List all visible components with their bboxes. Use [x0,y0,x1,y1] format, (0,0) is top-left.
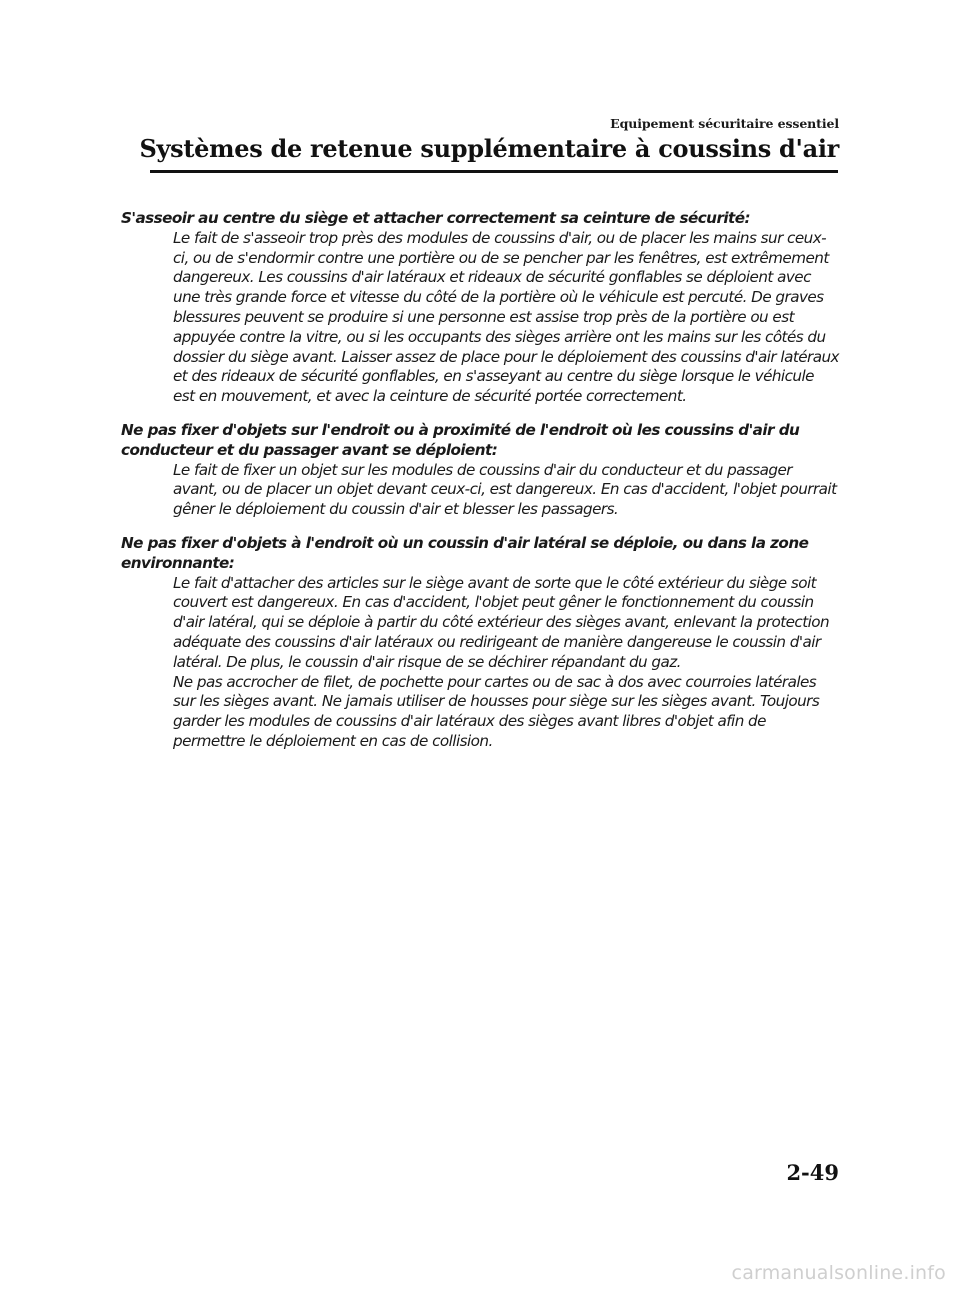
warning-block-front-airbags [121,421,839,520]
warning-body [121,461,839,520]
page-title: Systèmes de retenue supplémentaire à coussins d'air [139,134,839,163]
warning-block-center-seating [121,209,839,407]
warning-paragraph: Le fait de fixer un objet sur les modules de coussins d'air du conducteur et du passager avant, ou de placer un objet devant ceux-ci, est dangereux. En cas d'accident, l'objet pourrait gêner le déploiement du coussin d'air et blesser les passagers. [173,460,837,519]
warning-content [121,209,839,766]
warning-body [121,229,839,407]
watermark: carmanualsonline.info [731,1262,946,1284]
warning-paragraph: Le fait de s'asseoir trop près des modules de coussins d'air, ou de placer les mains sur ceux-ci, ou de s'endormir contre une portière ou de se pencher par les fenêtres, est extrêmement dangereux. Les coussins d'air latéraux et rideaux de sécurité gonflables se déploient avec une très grande force et vitesse du côté de la portière où le véhicule est percuté. De graves blessures peuvent se produire si une personne est assise trop près de la portière ou est appuyée contre la vitre, ou si les occupants des sièges arrière ont les mains sur les côtés du dossier du siège avant. Laisser assez de place pour le déploiement des coussins d'air latéraux et des rideaux de sécurité gonflables, en s'asseyant au centre du siège lorsque le véhicule est en mouvement, et avec la ceinture de sécurité portée correctement. [173,228,839,406]
warning-heading: Ne pas fixer d'objets à l'endroit où un coussin d'air latéral se déploie, ou dans la zone environnante: [121,533,809,572]
warning-paragraph: Le fait d'attacher des articles sur le siège avant de sorte que le côté extérieur du siège soit couvert est dangereux. En cas d'accident, l'objet peut gêner le fonctionnement du coussin d'air latéral, qui se déploie à partir du côté extérieur des sièges avant, enlevant la protection adéquate des coussins d'air latéraux ou redirigeant de manière dangereuse le coussin d'air latéral. De plus, le coussin d'air risque de se déchirer répandant du gaz. [173,573,830,671]
warning-heading: Ne pas fixer d'objets sur l'endroit ou à proximité de l'endroit où les coussins d'air du conducteur et du passager avant se déploient: [121,420,800,459]
section-label: Equipement sécuritaire essentiel [610,116,839,131]
header-divider [150,170,838,173]
warning-body [121,574,839,752]
warning-paragraph: Ne pas accrocher de filet, de pochette pour cartes ou de sac à dos avec courroies latérales sur les sièges avant. Ne jamais utiliser de housses pour siège sur les sièges avant. Toujours garder les modules de coussins d'air latéraux des sièges avant libres d'objet afin de permettre le déploiement en cas de collision. [173,672,820,750]
page-number: 2-49 [786,1160,839,1185]
warning-heading: S'asseoir au centre du siège et attacher correctement sa ceinture de sécurité: [121,209,751,227]
warning-block-side-airbags [121,534,839,752]
